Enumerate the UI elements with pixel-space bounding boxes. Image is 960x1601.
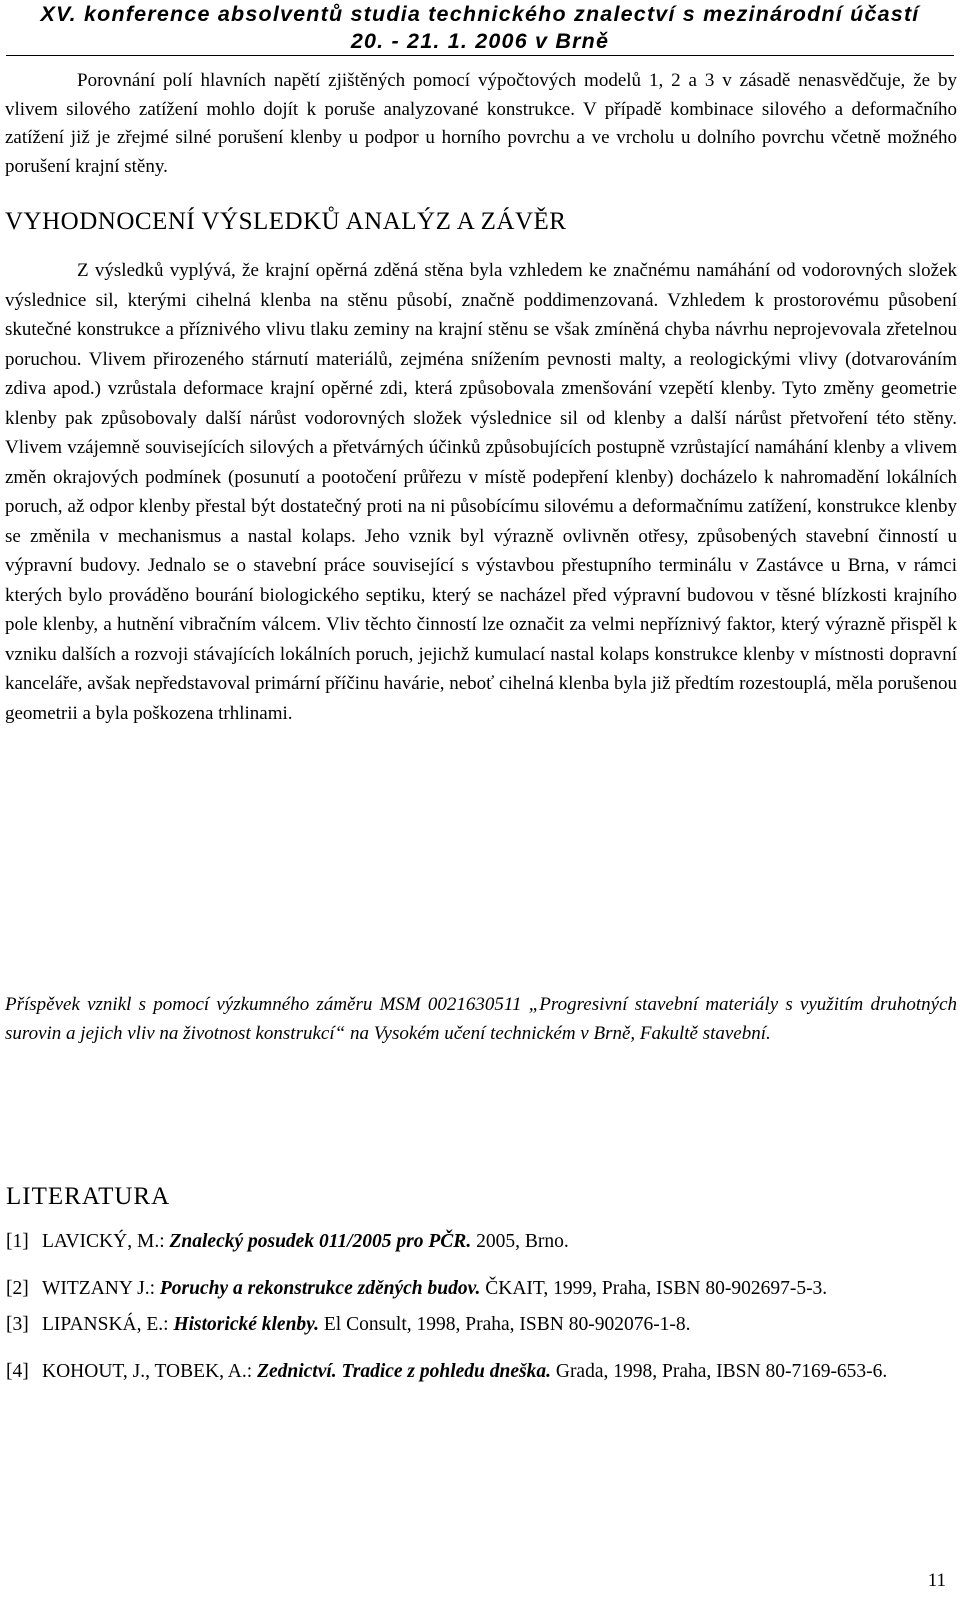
reference-author: LAVICKÝ, M.:: [42, 1231, 165, 1252]
reference-item: [6, 1228, 956, 1255]
reference-title: Znalecký posudek 011/2005 pro PČR.: [169, 1231, 472, 1252]
reference-number: [2]: [6, 1278, 29, 1299]
reference-title: Zednictví. Tradice z pohledu dneška.: [257, 1361, 551, 1382]
reference-item: [6, 1268, 956, 1309]
reference-number: [3]: [6, 1314, 29, 1335]
reference-item: [6, 1351, 956, 1392]
reference-details: Grada, 1998, Praha, IBSN 80-7169-653-6.: [555, 1361, 888, 1382]
acknowledgement: Příspěvek vznikl s pomocí výzkumného záměru MSM 0021630511 „Progresivní stavební materiály s využitím druhotných surovin a jejich vliv na životnost konstrukcí“ na Vysokém učení technickém v Brně, Fakultě stavební.: [5, 994, 957, 1044]
reference-author: LIPANSKÁ, E.:: [42, 1314, 169, 1335]
reference-details: 2005, Brno.: [476, 1231, 569, 1252]
reference-title: Historické klenby.: [173, 1314, 319, 1335]
section-heading: VYHODNOCENÍ VÝSLEDKŮ ANALÝZ A ZÁVĚR: [5, 208, 567, 236]
page-number: 11: [927, 1570, 946, 1591]
reference-number: [1]: [6, 1231, 29, 1252]
literature-heading: LITERATURA: [6, 1183, 171, 1210]
reference-list: [6, 1228, 956, 1394]
reference-number: [4]: [6, 1361, 29, 1382]
header-rule: [6, 55, 954, 56]
body-content: [5, 67, 957, 728]
intro-paragraph: Porovnání polí hlavních napětí zjištěných pomocí výpočtových modelů 1, 2 a 3 v zásadě nenasvědčuje, že by vlivem silového zatížení mohlo dojít k poruše analyzované konstrukce. V případě kombinace silového a deformačního zatížení již je zřejmé silné porušení klenby u podpor u horního povrchu a ve vrcholu u dolního povrchu včetně možného porušení krajní stěny.: [5, 70, 957, 177]
reference-author: WITZANY J.:: [42, 1278, 156, 1299]
conference-title: XV. konference absolventů studia technického znalectví s mezinárodní účastí: [40, 2, 920, 26]
conclusion-paragraph: Z výsledků vyplývá, že krajní opěrná zděná stěna byla vzhledem ke značnému namáhání od vodorovných složek výslednice sil, kterými cihelná klenba na stěnu působí, značně poddimenzovaná. Vzhledem k prostorovému působení skutečné konstrukce a příznivého vlivu tlaku zeminy na krajní stěnu se však zmíněná chyba návrhu neprojevovala zřetelnou poruchou. Vlivem přirozeného stárnutí materiálů, zejména snížením pevnosti malty, a reologickými vlivy (dotvarováním zdiva apod.) vzrůstala deformace krajní opěrné zdi, která způsobovala zmenšování vzepětí klenby. Tyto změny geometrie klenby pak způsobovaly další nárůst vodorovných složek výslednice sil od klenby a další nárůst přetvoření této stěny. Vlivem vzájemně souvisejících silových a přetvárných účinků způsobujících postupně vzrůstající namáhání klenby a vlivem změn okrajových podmínek (posunutí a pootočení průřezu v místě podepření klenby) docházelo k nahromadění lokálních poruch, až odpor klenby přestal být dostatečný proti na ni působícímu silovému a deformačnímu zatížení, konstrukce klenby se změnila v mechanismus a nastal kolaps. Jeho vznik byl výrazně ovlivněn otřesy, způsobených stavební činností u výpravní budovy. Jednalo se o stavební práce související s výstavbou přestupního terminálu v Zastávce u Brna, v rámci kterých bylo prováděno bourání biologického septiku, který se nacházel před výpravní budovou v těsné blízkosti krajního pole klenby, a hutnění vibračním válcem. Vliv těchto činností lze označit za velmi nepříznivý faktor, který výrazně přispěl k vzniku dalších a rozvoji stávajících lokálních poruch, jejichž kumulací nastal kolaps konstrukce klenby v místnosti dopravní kanceláře, avšak nepředstavoval primární příčinu havárie, neboť cihelná klenba byla již předtím rozestouplá, měla porušenou geometrii a byla poškozena trhlinami.: [5, 260, 957, 724]
reference-item: [6, 1311, 956, 1338]
reference-author: KOHOUT, J., TOBEK, A.:: [42, 1361, 253, 1382]
reference-title: Poruchy a rekonstrukce zděných budov.: [159, 1278, 481, 1299]
reference-details: ČKAIT, 1999, Praha, ISBN 80-902697-5-3.: [485, 1278, 828, 1299]
running-header: [0, 0, 960, 57]
reference-details: El Consult, 1998, Praha, ISBN 80-902076-1-8.: [323, 1314, 691, 1335]
conference-date: 20. - 21. 1. 2006 v Brně: [350, 29, 610, 53]
